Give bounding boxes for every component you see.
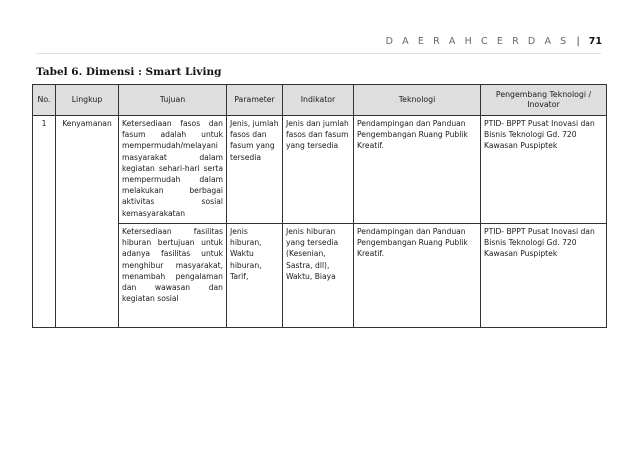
tujuan-cell: Ketersediaan fasilitas hiburan bertujuan untuk adanya fasilitas untuk menghibur masyarakat, menambah pengalaman dan wawasan dan kegiatan sosial <box>119 224 227 328</box>
column-header-parameter: Parameter <box>227 85 283 116</box>
table-row <box>33 116 607 224</box>
parameter-cell: Jenis hiburan, Waktu hiburan, Tarif, <box>227 224 283 328</box>
column-header-indikator: Indikator <box>283 85 354 116</box>
table-header-row <box>33 85 607 116</box>
pengembang-cell: PTID- BPPT Pusat Inovasi dan Bisnis Teknologi Gd. 720 Kawasan Puspiptek <box>481 116 607 224</box>
column-header-lingkup: Lingkup <box>56 85 119 116</box>
teknologi-cell: Pendampingan dan Panduan Pengembangan Ruang Publik Kreatif. <box>354 224 481 328</box>
header-title: D A E R A H C E R D A S <box>385 36 570 47</box>
column-header-tujuan: Tujuan <box>119 85 227 116</box>
parameter-cell: Jenis, jumlah fasos dan fasum yang tersedia <box>227 116 283 224</box>
table-row <box>33 224 607 328</box>
table-caption: Tabel 6. Dimensi : Smart Living <box>36 66 222 78</box>
row-number: 1 <box>33 116 56 328</box>
tujuan-cell: Ketersediaan fasos dan fasum adalah untuk mempermudah/melayani masyarakat dalam kegiatan sehari-hari serta mempermudah dalam melakukan berbagai aktivitas sosial kemasyarakatan <box>119 116 227 224</box>
column-header-no: No. <box>33 85 56 116</box>
header-separator: | <box>576 36 580 47</box>
page-number: 71 <box>588 36 602 47</box>
pengembang-cell: PTID- BPPT Pusat Inovasi dan Bisnis Teknologi Gd. 720 Kawasan Puspiptek <box>481 224 607 328</box>
smart-living-table <box>32 84 607 328</box>
teknologi-cell: Pendampingan dan Panduan Pengembangan Ruang Publik Kreatif. <box>354 116 481 224</box>
column-header-pengembang: Pengembang Teknologi / Inovator <box>481 85 607 116</box>
indikator-cell: Jenis hiburan yang tersedia (Kesenian, Sastra, dll), Waktu, Biaya <box>283 224 354 328</box>
lingkup-cell: Kenyamanan <box>56 116 119 328</box>
running-header <box>386 36 602 47</box>
column-header-teknologi: Teknologi <box>354 85 481 116</box>
indikator-cell: Jenis dan jumlah fasos dan fasum yang tersedia <box>283 116 354 224</box>
header-rule <box>36 53 601 54</box>
